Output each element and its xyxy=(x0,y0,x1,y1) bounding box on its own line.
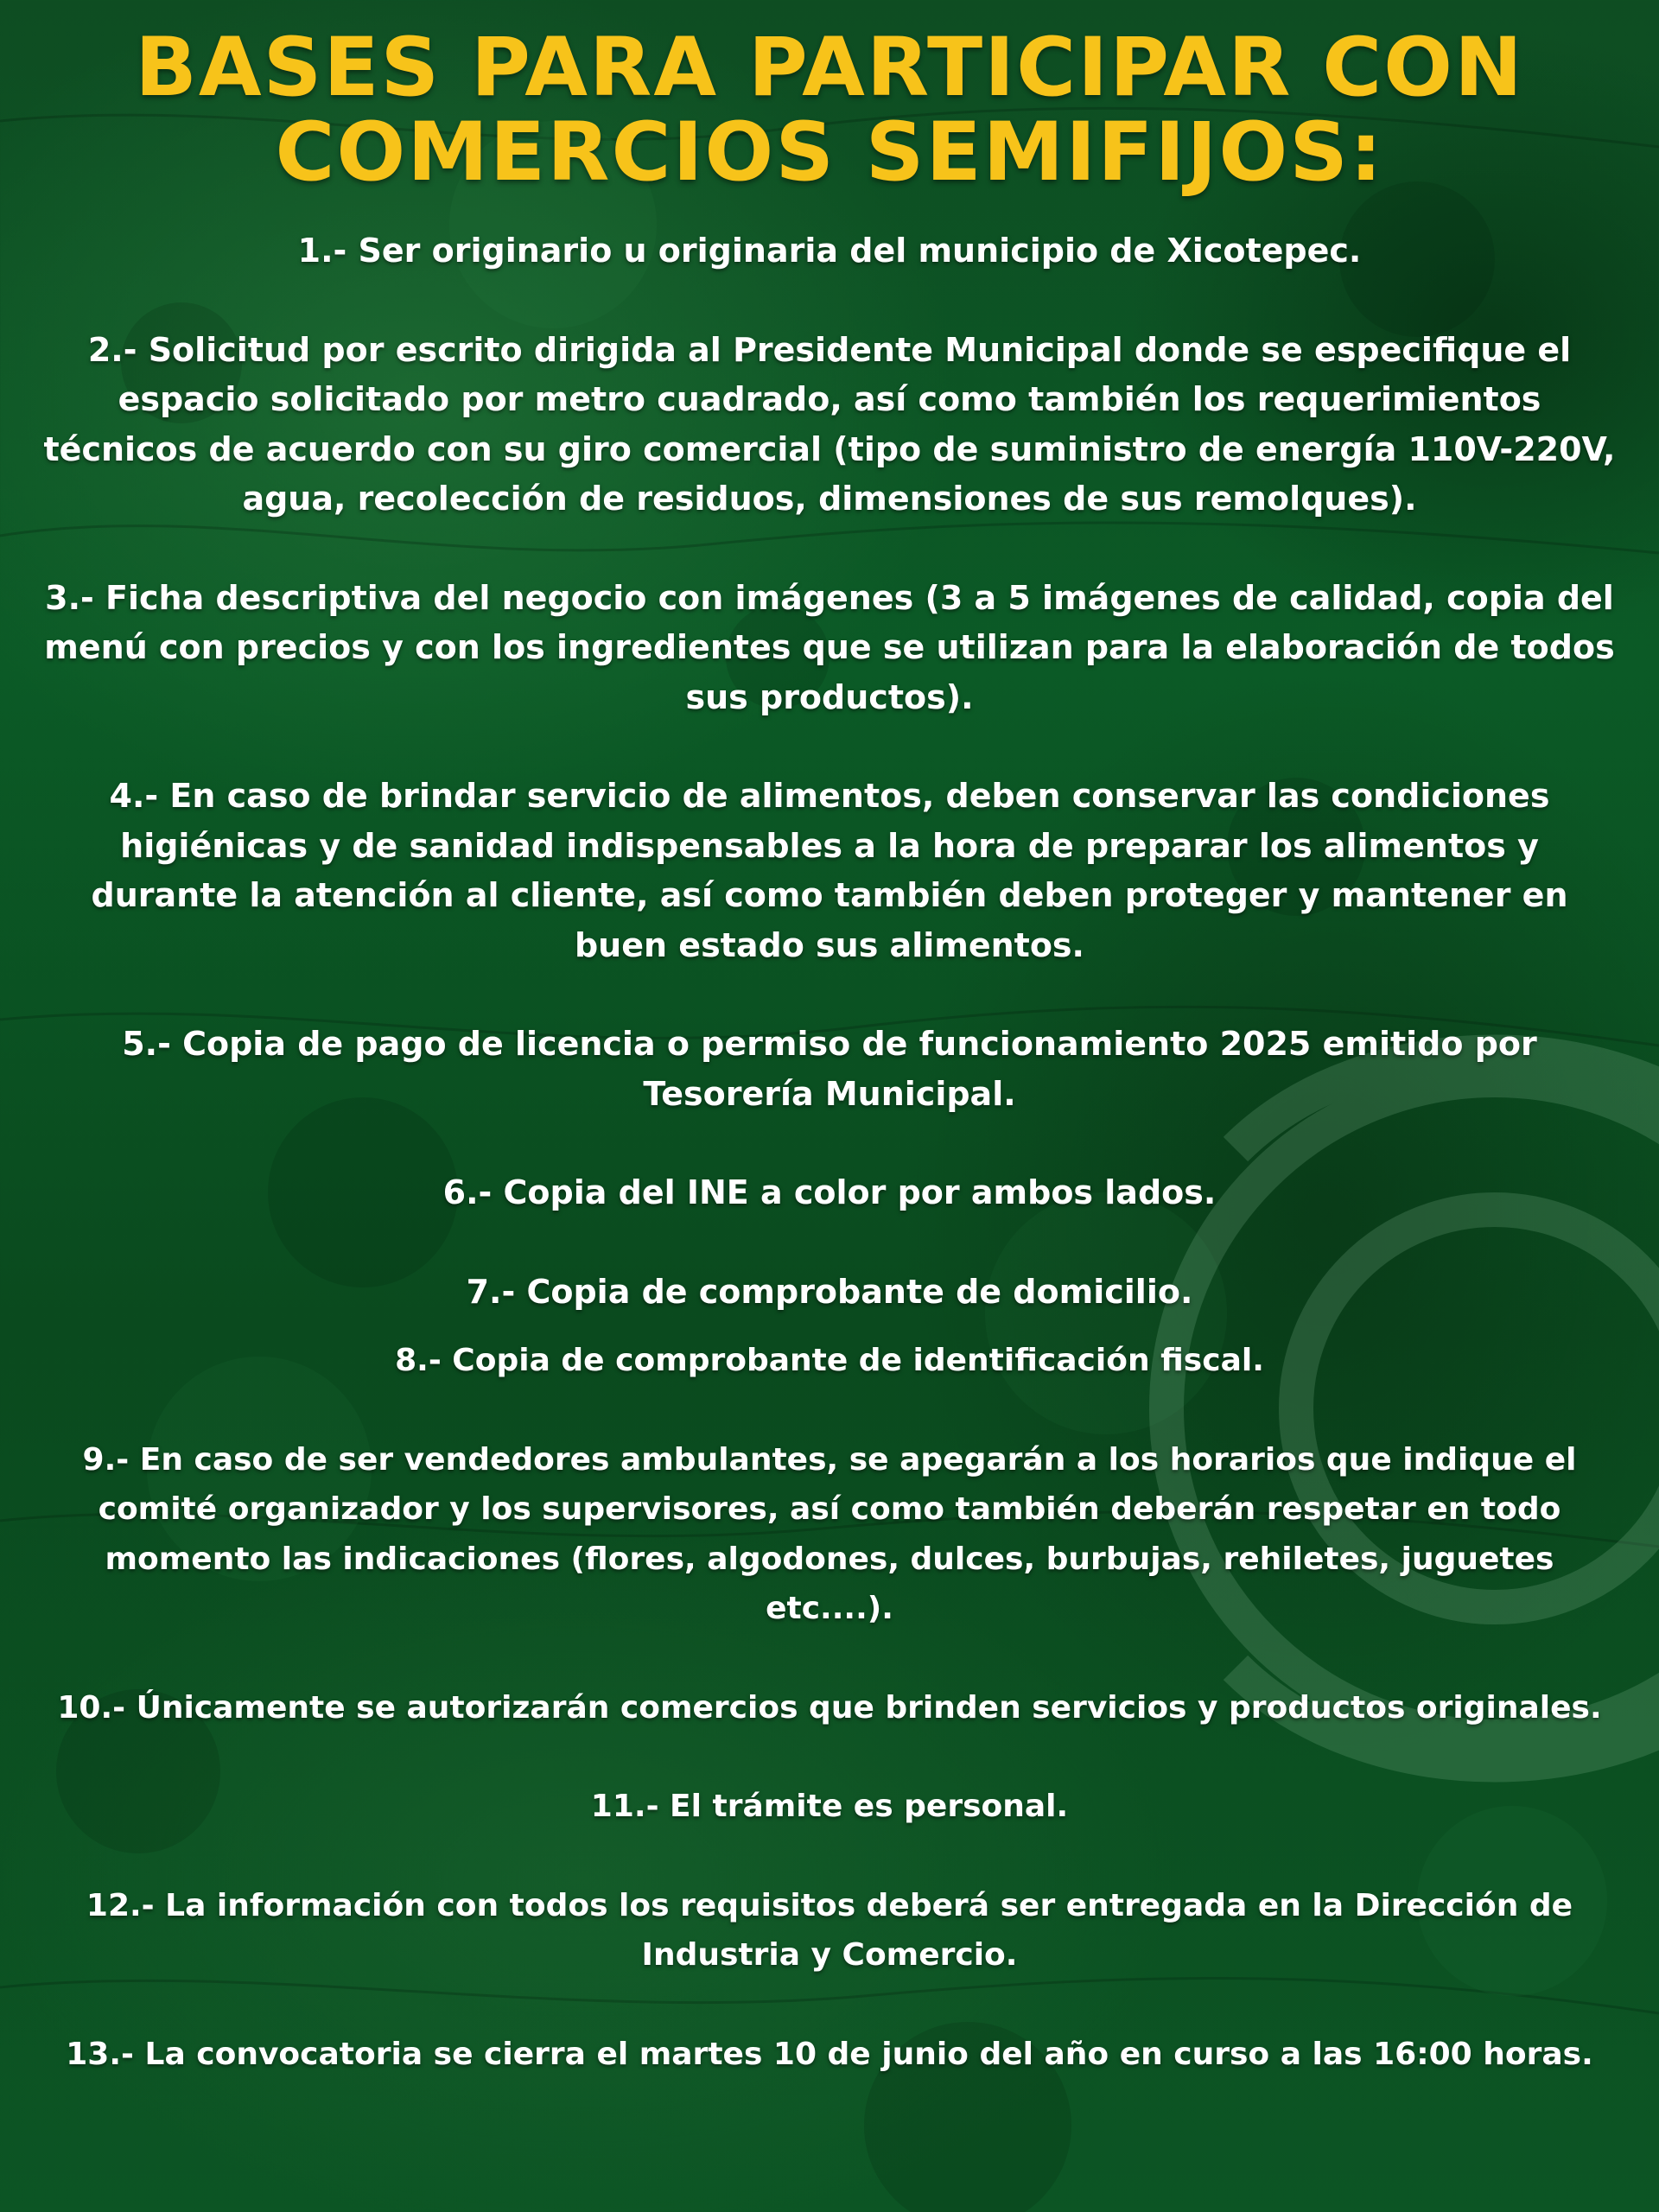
requirements-list xyxy=(35,226,1624,2079)
requirement-item-6: 6.- Copia del INE a color por ambos lados. xyxy=(442,1173,1217,1211)
requirement-item-8: 8.- Copia de comprobante de identificación fiscal. xyxy=(395,1343,1264,1378)
requirement-item-1: 1.- Ser originario u originaria del municipio de Xicotepec. xyxy=(297,232,1362,270)
requirement-item-7: 7.- Copia de comprobante de domicilio. xyxy=(466,1272,1193,1311)
requirement-item-12: 12.- La información con todos los requisitos deberá ser entregada en la Dirección de Industria y Comercio. xyxy=(86,1887,1573,1973)
requirement-item-11: 11.- El trámite es personal. xyxy=(590,1789,1069,1824)
requirement-item-3: 3.- Ficha descriptiva del negocio con imágenes (3 a 5 imágenes de calidad, copia del menú con precios y con los ingredientes que se utilizan para la elaboración de todos sus productos). xyxy=(44,578,1615,716)
requirement-item-10: 10.- Únicamente se autorizarán comercios que brinden servicios y productos originales. xyxy=(57,1689,1602,1726)
requirement-item-2: 2.- Solicitud por escrito dirigida al Presidente Municipal donde se especifique el espacio solicitado por metro cuadrado, así como también los requerimientos técnicos de acuerdo con su giro comercial (tipo de suministro de energía 110V-220V, agua, recolección de residuos, dimensiones de sus remolques). xyxy=(43,330,1616,518)
requirement-item-4: 4.- En caso de brindar servicio de alimentos, deben conservar las condiciones higiénicas y de sanidad indispensables a la hora de preparar los alimentos y durante la atención al cliente, así como también deben proteger y mantener en buen estado sus alimentos. xyxy=(91,777,1568,964)
requirement-item-9: 9.- En caso de ser vendedores ambulantes, se apegarán a los horarios que indique el comité organizador y los supervisores, así como también deberán respetar en todo momento las indicaciones (flores, algodones, dulces, burbujas, rehiletes, juguetes etc....). xyxy=(82,1441,1577,1626)
requirement-item-5: 5.- Copia de pago de licencia o permiso de funcionamiento 2025 emitido por Tesorería Municipal. xyxy=(122,1025,1537,1113)
announcement-content xyxy=(35,21,1624,2128)
page-title: BASES PARA PARTICIPAR CON COMERCIOS SEMIFIJOS: xyxy=(135,21,1524,200)
requirement-item-13: 13.- La convocatoria se cierra el martes 10 de junio del año en curso a las 16:00 horas. xyxy=(66,2036,1593,2072)
